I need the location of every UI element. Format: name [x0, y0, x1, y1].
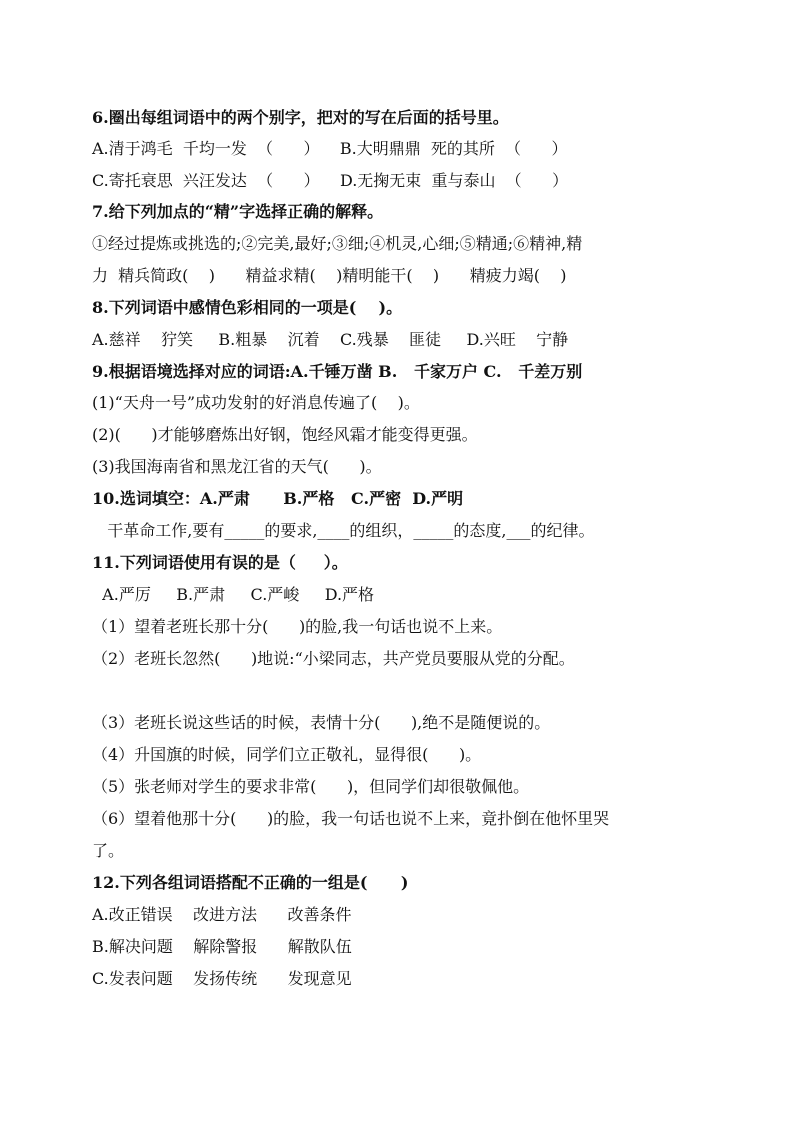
question-12-option-a: A.改正错误 改进方法 改善条件	[92, 905, 352, 924]
question-9-sentence-1: (1)“天舟一号”成功发射的好消息传遍了( )。	[92, 393, 420, 412]
question-7-definitions: ①经过提炼或挑选的;②完美,最好;③细;④机灵,心细;⑤精通;⑥精神,精	[92, 234, 583, 253]
question-11-sentence-3: （3）老班长说这些话的时候，表情十分( ),绝不是随便说的。	[92, 713, 551, 732]
question-9-sentence-2: (2)( )才能够磨炼出好钢，饱经风霜才能变得更强。	[92, 425, 478, 444]
question-11-sentence-6-cont: 了。	[92, 841, 125, 860]
question-11-prompt: 11.下列词语使用有误的是（ ）。	[92, 553, 348, 572]
question-12-option-c: C.发表问题 发扬传统 发现意见	[92, 969, 352, 988]
question-12-prompt: 12.下列各组词语搭配不正确的一组是( )	[92, 873, 409, 892]
question-11-sentence-4: （4）升国旗的时候，同学们立正敬礼，显得很( )。	[92, 745, 482, 764]
question-7-items: 力 精兵简政( ) 精益求精( )精明能干( ) 精疲力竭( )	[92, 266, 567, 285]
question-12-option-b: B.解决问题 解除警报 解散队伍	[92, 937, 352, 956]
question-8-prompt: 8.下列词语中感情色彩相同的一项是( )。	[92, 298, 403, 317]
question-8-options: A.慈祥 狞笑 B.粗暴 沉着 C.残暴 匪徒 D.兴旺 宁静	[92, 330, 569, 349]
question-9-sentence-3: (3)我国海南省和黑龙江省的天气( )。	[92, 457, 382, 476]
question-10-prompt: 10.选词填空：A.严肃 B.严格 C.严密 D.严明	[92, 489, 464, 508]
question-11-options: A.严厉 B.严肃 C.严峻 D.严格	[92, 585, 375, 604]
question-7-prompt: 7.给下列加点的“精”字选择正确的解释。	[92, 202, 384, 221]
question-11-sentence-6: （6）望着他那十分( )的脸，我一句话也说不上来，竟扑倒在他怀里哭	[92, 809, 610, 828]
question-6-options-cd: C.寄托衰思 兴汪发达 （ ） D.无掬无束 重与泰山 （ ）	[92, 171, 569, 190]
question-11-sentence-1: （1）望着老班长那十分( )的脸,我一句话也说不上来。	[92, 617, 503, 636]
question-6-options-ab: A.清于鸿毛 千均一发 （ ） B.大明鼎鼎 死的其所 （ ）	[92, 139, 568, 158]
question-11-sentence-5: （5）张老师对学生的要求非常( )，但同学们却很敬佩他。	[92, 777, 530, 796]
question-11-sentence-2: （2）老班长忽然( )地说:“小梁同志，共产党员要服从党的分配。	[92, 649, 575, 668]
question-9-prompt: 9.根据语境选择对应的词语:A.千锤万凿 B. 千家万户 C. 千差万别	[92, 362, 583, 381]
question-6-prompt: 6.圈出每组词语中的两个别字，把对的写在后面的括号里。	[92, 108, 509, 127]
question-10-sentence: 干革命工作,要有_____的要求,____的组织，_____的态度,___的纪律。	[92, 521, 595, 540]
